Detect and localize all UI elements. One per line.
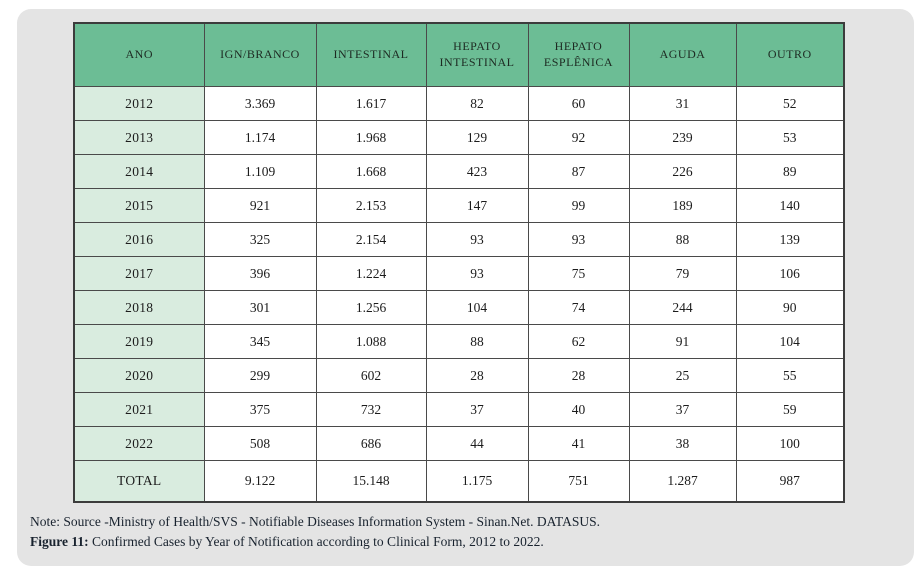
value-cell: 82	[426, 87, 528, 121]
year-cell: 2022	[74, 427, 204, 461]
value-cell: 987	[736, 461, 844, 503]
value-cell: 55	[736, 359, 844, 393]
year-cell: 2015	[74, 189, 204, 223]
value-cell: 139	[736, 223, 844, 257]
year-cell: 2014	[74, 155, 204, 189]
value-cell: 1.256	[316, 291, 426, 325]
value-cell: 9.122	[204, 461, 316, 503]
value-cell: 41	[528, 427, 629, 461]
year-cell: 2018	[74, 291, 204, 325]
value-cell: 602	[316, 359, 426, 393]
value-cell: 15.148	[316, 461, 426, 503]
value-cell: 2.153	[316, 189, 426, 223]
value-cell: 921	[204, 189, 316, 223]
value-cell: 751	[528, 461, 629, 503]
value-cell: 52	[736, 87, 844, 121]
column-header: ANO	[74, 23, 204, 87]
value-cell: 1.109	[204, 155, 316, 189]
value-cell: 75	[528, 257, 629, 291]
year-cell: 2016	[74, 223, 204, 257]
column-header: OUTRO	[736, 23, 844, 87]
table-row	[74, 359, 844, 393]
value-cell: 239	[629, 121, 736, 155]
column-header: HEPATO INTESTINAL	[426, 23, 528, 87]
year-cell: 2017	[74, 257, 204, 291]
value-cell: 140	[736, 189, 844, 223]
value-cell: 325	[204, 223, 316, 257]
value-cell: 345	[204, 325, 316, 359]
value-cell: 423	[426, 155, 528, 189]
value-cell: 1.175	[426, 461, 528, 503]
value-cell: 37	[629, 393, 736, 427]
value-cell: 74	[528, 291, 629, 325]
column-header: INTESTINAL	[316, 23, 426, 87]
year-cell: 2012	[74, 87, 204, 121]
table-row	[74, 121, 844, 155]
column-header: HEPATO ESPLÊNICA	[528, 23, 629, 87]
value-cell: 92	[528, 121, 629, 155]
column-header: IGN/BRANCO	[204, 23, 316, 87]
table-row	[74, 427, 844, 461]
value-cell: 226	[629, 155, 736, 189]
value-cell: 1.088	[316, 325, 426, 359]
value-cell: 1.174	[204, 121, 316, 155]
total-row	[74, 461, 844, 503]
figure-card	[17, 9, 914, 566]
year-cell: 2019	[74, 325, 204, 359]
column-header: AGUDA	[629, 23, 736, 87]
figure-caption-text: Confirmed Cases by Year of Notification according to Clinical Form, 2012 to 2022.	[88, 534, 544, 549]
value-cell: 396	[204, 257, 316, 291]
table-row	[74, 87, 844, 121]
value-cell: 28	[528, 359, 629, 393]
value-cell: 189	[629, 189, 736, 223]
value-cell: 1.224	[316, 257, 426, 291]
value-cell: 37	[426, 393, 528, 427]
value-cell: 88	[426, 325, 528, 359]
value-cell: 79	[629, 257, 736, 291]
figure-caption-label: Figure 11:	[30, 534, 89, 549]
value-cell: 25	[629, 359, 736, 393]
total-label-cell: TOTAL	[74, 461, 204, 503]
value-cell: 104	[736, 325, 844, 359]
figure-footer	[30, 512, 890, 552]
value-cell: 89	[736, 155, 844, 189]
value-cell: 38	[629, 427, 736, 461]
year-cell: 2020	[74, 359, 204, 393]
value-cell: 40	[528, 393, 629, 427]
value-cell: 88	[629, 223, 736, 257]
value-cell: 93	[426, 223, 528, 257]
value-cell: 1.617	[316, 87, 426, 121]
value-cell: 732	[316, 393, 426, 427]
value-cell: 104	[426, 291, 528, 325]
value-cell: 93	[528, 223, 629, 257]
value-cell: 53	[736, 121, 844, 155]
figure-caption	[30, 532, 890, 552]
cases-by-year-table	[73, 22, 845, 503]
table-row	[74, 291, 844, 325]
table-row	[74, 325, 844, 359]
value-cell: 1.287	[629, 461, 736, 503]
year-cell: 2021	[74, 393, 204, 427]
value-cell: 2.154	[316, 223, 426, 257]
value-cell: 1.668	[316, 155, 426, 189]
value-cell: 90	[736, 291, 844, 325]
value-cell: 508	[204, 427, 316, 461]
value-cell: 59	[736, 393, 844, 427]
year-cell: 2013	[74, 121, 204, 155]
value-cell: 91	[629, 325, 736, 359]
value-cell: 31	[629, 87, 736, 121]
table-row	[74, 223, 844, 257]
value-cell: 686	[316, 427, 426, 461]
value-cell: 99	[528, 189, 629, 223]
value-cell: 106	[736, 257, 844, 291]
value-cell: 3.369	[204, 87, 316, 121]
value-cell: 28	[426, 359, 528, 393]
value-cell: 44	[426, 427, 528, 461]
value-cell: 244	[629, 291, 736, 325]
value-cell: 147	[426, 189, 528, 223]
table-row	[74, 393, 844, 427]
value-cell: 62	[528, 325, 629, 359]
value-cell: 100	[736, 427, 844, 461]
value-cell: 375	[204, 393, 316, 427]
value-cell: 87	[528, 155, 629, 189]
value-cell: 60	[528, 87, 629, 121]
cases-table-container	[73, 22, 845, 503]
value-cell: 301	[204, 291, 316, 325]
value-cell: 1.968	[316, 121, 426, 155]
source-note: Note: Source -Ministry of Health/SVS - Notifiable Diseases Information System - Sinan.Net. DATASUS.	[30, 514, 600, 529]
table-row	[74, 189, 844, 223]
table-row	[74, 257, 844, 291]
value-cell: 299	[204, 359, 316, 393]
table-row	[74, 155, 844, 189]
value-cell: 93	[426, 257, 528, 291]
value-cell: 129	[426, 121, 528, 155]
table-header-row	[74, 23, 844, 87]
